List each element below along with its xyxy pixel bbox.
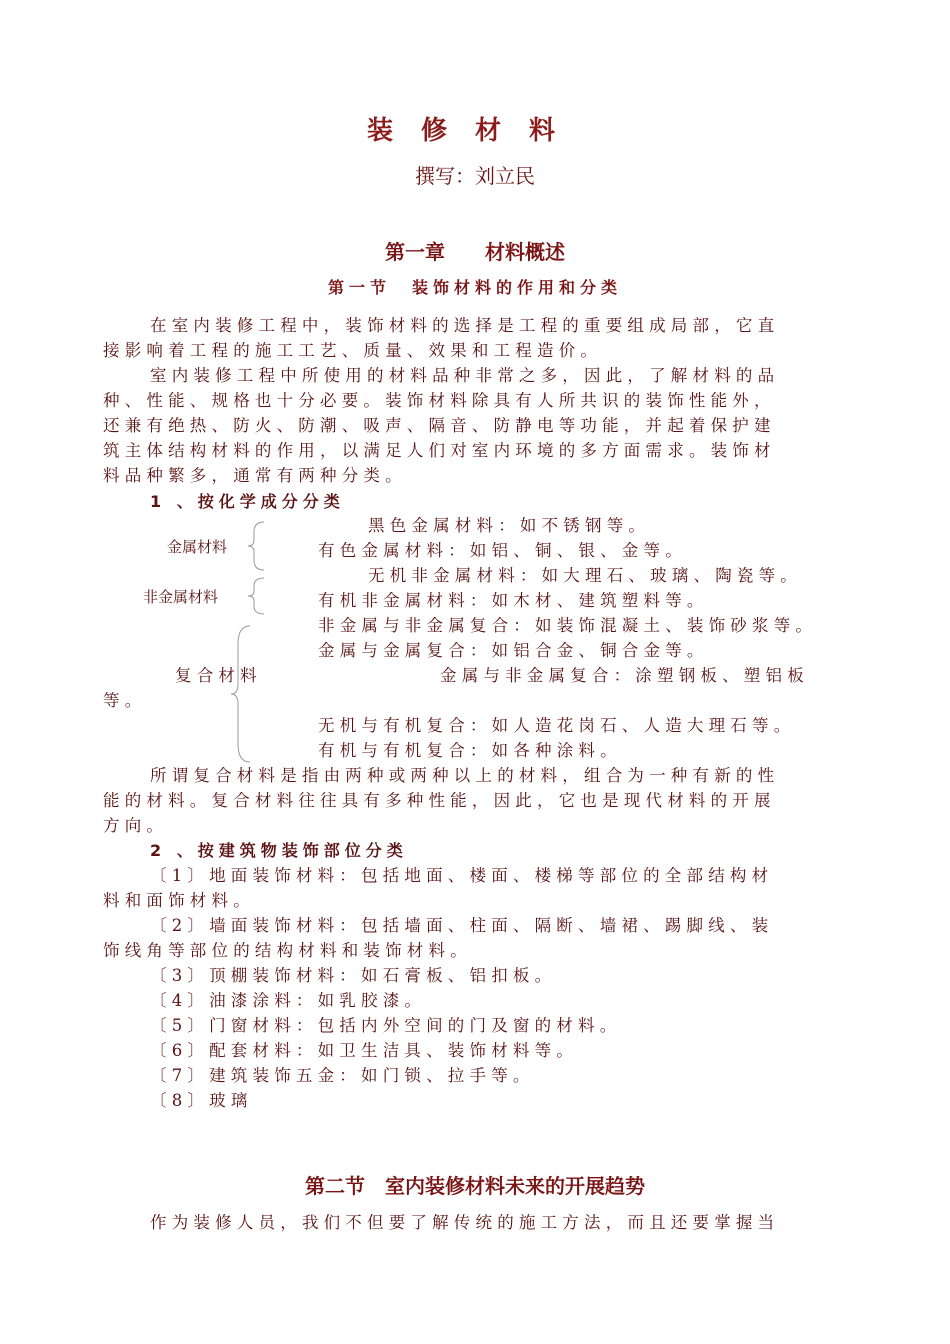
paragraph-line: 还兼有绝热、防火、防潮、吸声、隔音、防静电等功能，并起着保护建 [103, 416, 776, 435]
class-line: 有机与有机复合：如各种涂料。 [318, 741, 622, 760]
brace-icon [228, 624, 254, 764]
paragraph-line: 所谓复合材料是指由两种或两种以上的材料，组合为一种有新的性 [150, 766, 780, 785]
class-line: 金属与金属复合：如铝合金、铜合金等。 [318, 641, 709, 660]
paragraph-line: 作为装修人员，我们不但要了解传统的施工方法，而且还要掌握当 [150, 1213, 780, 1232]
list-item: 〔1〕地面装饰材料：包括地面、楼面、楼梯等部位的全部结构材 [150, 866, 774, 885]
paragraph-line: 种、性能、规格也十分必要。装饰材料除具有人所共识的装饰性能外， [103, 391, 776, 410]
author-line: 撰写：刘立民 [415, 164, 535, 188]
list-item: 〔5〕门窗材料：包括内外空间的门及窗的材料。 [150, 1016, 622, 1035]
subheading-location: 2 、按建筑物装饰部位分类 [150, 841, 408, 860]
section-heading-2: 第二节 室内装修材料未来的开展趋势 [305, 1174, 645, 1198]
class-line: 无机与有机复合：如人造花岗石、人造大理石等。 [318, 716, 796, 735]
list-item: 〔3〕顶棚装饰材料：如石膏板、铝扣板。 [150, 966, 557, 985]
class-line: 非金属与非金属复合：如装饰混凝土、装饰砂浆等。 [318, 616, 818, 635]
list-item: 〔2〕墙面装饰材料：包括墙面、柱面、隔断、墙裙、踢脚线、装 [150, 916, 774, 935]
class-line: 有机非金属材料：如木材、建筑塑料等。 [318, 591, 709, 610]
paragraph-line: 接影响着工程的施工工艺、质量、效果和工程造价。 [103, 341, 603, 360]
subheading-chemical: 1 、按化学成分分类 [150, 492, 345, 511]
brace-icon [244, 520, 268, 572]
class-line: 有色金属材料：如铝、铜、银、金等。 [318, 541, 687, 560]
class-line: 金属与非金属复合：涂塑钢板、塑铝板 [440, 666, 809, 685]
paragraph-line: 方向。 [103, 816, 169, 835]
list-item: 〔7〕建筑装饰五金：如门锁、拉手等。 [150, 1066, 535, 1085]
paragraph-line: 室内装修工程中所使用的材料品种非常之多，因此，了解材料的品 [150, 366, 780, 385]
paragraph-line: 能的材料。复合材料往往具有多种性能，因此，它也是现代材料的开展 [103, 791, 776, 810]
list-item: 〔8〕玻璃 [150, 1091, 253, 1110]
paragraph-line: 筑主体结构材料的作用，以满足人们对室内环境的多方面需求。装饰材 [103, 441, 776, 460]
paragraph-line: 在室内装修工程中，装饰材料的选择是工程的重要组成局部，它直 [150, 316, 780, 335]
class-line: 无机非金属材料：如大理石、玻璃、陶瓷等。 [368, 566, 802, 585]
section-heading-1: 第一节 装饰材料的作用和分类 [327, 278, 622, 297]
metal-label: 金属材料 [167, 538, 228, 556]
class-line: 等。 [103, 691, 147, 710]
list-item: 料和面饰材料。 [103, 891, 255, 910]
nonmetal-label: 非金属材料 [143, 588, 219, 606]
paragraph-line: 料品种繁多，通常有两种分类。 [103, 466, 407, 485]
list-item: 〔6〕配套材料：如卫生洁具、装饰材料等。 [150, 1041, 578, 1060]
list-item: 〔4〕油漆涂料：如乳胶漆。 [150, 991, 427, 1010]
document-title: 装修材料 [366, 116, 583, 146]
brace-icon [244, 576, 268, 616]
list-item: 饰线角等部位的结构材料和装饰材料。 [103, 941, 472, 960]
class-line: 黑色金属材料：如不锈钢等。 [368, 516, 651, 535]
composite-label: 复合材料 [175, 666, 262, 685]
chapter-heading: 第一章 材料概述 [385, 240, 565, 264]
